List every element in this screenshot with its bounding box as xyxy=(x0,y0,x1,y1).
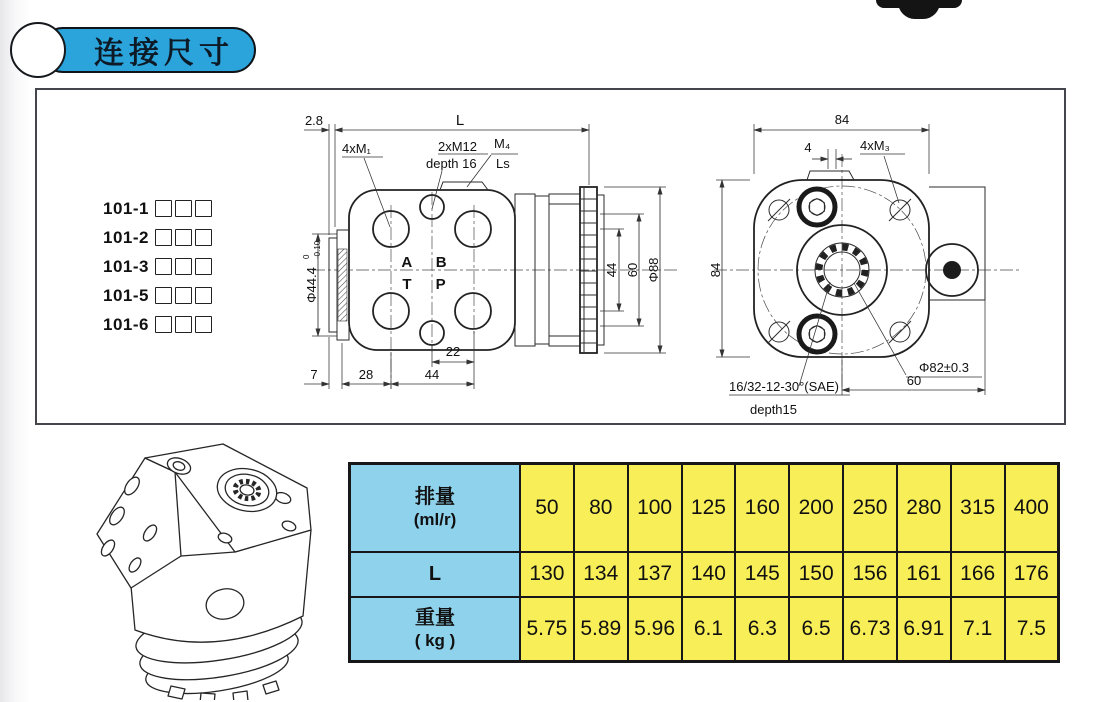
port-labels-tp: T P xyxy=(402,276,456,293)
cell-weight: 7.1 xyxy=(951,597,1005,662)
spec-row-length xyxy=(350,552,1059,597)
cell-displacement: 80 xyxy=(574,464,628,552)
label-Ls: Ls xyxy=(496,156,510,171)
dimension-84-left xyxy=(708,180,750,357)
drawing-panel xyxy=(35,88,1066,425)
model-row xyxy=(103,223,212,252)
cell-length: 176 xyxy=(1005,552,1059,597)
dim-60: 60 xyxy=(906,373,922,388)
cell-displacement: 50 xyxy=(520,464,574,552)
model-label: 101-2 xyxy=(103,227,149,247)
row-header-displacement: 排量 (ml/r) xyxy=(350,464,521,552)
cell-length: 145 xyxy=(735,552,789,597)
model-row xyxy=(103,281,212,310)
row-header-length: L xyxy=(350,552,521,597)
title-pill xyxy=(40,27,256,73)
cell-displacement: 280 xyxy=(897,464,951,552)
model-row xyxy=(103,252,212,281)
label-2xM12: 2xM12 xyxy=(438,139,478,154)
dimension-phi44 xyxy=(302,234,337,336)
dim-phi82: Φ82±0.3 xyxy=(918,360,970,375)
spline-callout xyxy=(729,282,850,417)
cell-displacement: 160 xyxy=(735,464,789,552)
dim-84-top: 84 xyxy=(834,112,850,127)
cell-displacement: 250 xyxy=(843,464,897,552)
model-placeholder-boxes xyxy=(152,258,212,275)
spec-table xyxy=(348,462,1060,663)
dim-22: 22 xyxy=(445,344,461,359)
dim-28: 28 xyxy=(358,367,374,382)
cell-length: 161 xyxy=(897,552,951,597)
cell-weight: 6.91 xyxy=(897,597,951,662)
model-label: 101-5 xyxy=(103,285,149,305)
dim-phi44: Φ44.4 xyxy=(304,267,319,303)
model-number-list xyxy=(103,194,212,339)
cell-weight: 6.73 xyxy=(843,597,897,662)
cell-weight: 6.3 xyxy=(735,597,789,662)
dim-phi44-tol-bottom: -0.10 xyxy=(313,240,322,259)
cell-weight: 6.1 xyxy=(682,597,736,662)
cell-weight: 6.5 xyxy=(789,597,843,662)
model-label: 101-3 xyxy=(103,256,149,276)
label-depth15: depth15 xyxy=(750,402,797,417)
model-label: 101-1 xyxy=(103,198,149,218)
cell-length: 134 xyxy=(574,552,628,597)
m3-thread-holes xyxy=(768,199,911,343)
pilot-spigot xyxy=(329,230,349,340)
dim-phi44-tol-top: 0 xyxy=(302,254,311,259)
label-spline: 16/32-12-30°(SAE) xyxy=(729,379,839,394)
dim-44-right: 44 xyxy=(604,262,619,278)
spec-row-displacement xyxy=(350,464,1059,552)
centerlines xyxy=(312,192,677,389)
cell-weight: 5.96 xyxy=(628,597,682,662)
row-header-weight: 重量 ( kg ) xyxy=(350,597,521,662)
dim-phi88: Φ88 xyxy=(646,257,661,283)
dimension-top xyxy=(304,112,589,235)
cell-weight: 7.5 xyxy=(1005,597,1059,662)
dimension-84-top xyxy=(754,112,929,174)
cell-length: 130 xyxy=(520,552,574,597)
cell-length: 140 xyxy=(682,552,736,597)
model-placeholder-boxes xyxy=(152,316,212,333)
model-row xyxy=(103,194,212,223)
label-depth16: depth 16 xyxy=(426,156,477,171)
cell-displacement: 100 xyxy=(628,464,682,552)
cell-length: 150 xyxy=(789,552,843,597)
dim-2-8: 2.8 xyxy=(304,113,324,128)
spec-row-weight xyxy=(350,597,1059,662)
end-view-drawing xyxy=(702,102,1032,422)
page-title: 连接尺寸 xyxy=(94,37,234,70)
port-holes xyxy=(799,189,835,352)
model-row xyxy=(103,310,212,339)
port-labels-ab: A B xyxy=(401,254,457,271)
cell-displacement: 400 xyxy=(1005,464,1059,552)
cell-weight: 5.89 xyxy=(574,597,628,662)
thread-callouts xyxy=(342,136,518,227)
dim-4: 4 xyxy=(804,140,812,155)
label-M4: M₄ xyxy=(494,136,511,151)
dimensions-right xyxy=(600,187,666,353)
dim-7: 7 xyxy=(310,367,318,382)
cell-weight: 5.75 xyxy=(520,597,574,662)
cell-length: 166 xyxy=(951,552,1005,597)
cell-displacement: 200 xyxy=(789,464,843,552)
dim-84-left: 84 xyxy=(708,262,723,278)
isometric-view-drawing xyxy=(75,438,340,700)
cell-displacement: 125 xyxy=(682,464,736,552)
model-placeholder-boxes xyxy=(152,200,212,217)
model-placeholder-boxes xyxy=(152,229,212,246)
side-port-boss xyxy=(926,187,985,300)
dim-60: 60 xyxy=(625,262,640,278)
title-circle-ornament xyxy=(10,22,66,78)
cell-length: 156 xyxy=(843,552,897,597)
model-placeholder-boxes xyxy=(152,287,212,304)
label-4xM3: 4xM₃ xyxy=(860,138,890,153)
dimensions-bottom xyxy=(304,331,474,389)
model-label: 101-6 xyxy=(103,314,149,334)
cell-displacement: 315 xyxy=(951,464,1005,552)
label-4xM1: 4xM₁ xyxy=(342,141,371,156)
dim-44-bottom: 44 xyxy=(424,367,440,382)
side-view-drawing xyxy=(292,97,692,422)
cell-length: 137 xyxy=(628,552,682,597)
dim-L: L xyxy=(455,112,465,129)
